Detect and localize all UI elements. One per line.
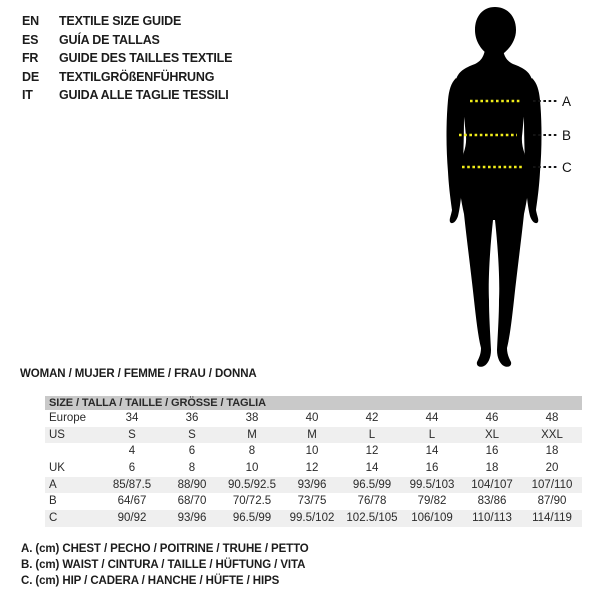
language-code: ES <box>22 32 39 47</box>
size-cell: 88/90 <box>177 478 207 491</box>
marker-label-hip: C <box>562 160 572 175</box>
group-title-woman: WOMAN / MUJER / FEMME / FRAU / DONNA <box>20 368 257 380</box>
size-cell: 46 <box>485 412 499 424</box>
size-cell: 6 <box>188 445 196 458</box>
size-cell: 87/90 <box>537 495 567 508</box>
legend-item: A. (cm) CHEST / PECHO / POITRINE / TRUHE / PETTO <box>21 543 309 555</box>
marker-label-waist: B <box>562 128 572 143</box>
legend-item: C. (cm) HIP / CADERA / HANCHE / HÜFTE / HIPS <box>21 575 280 587</box>
size-cell: 38 <box>245 412 259 424</box>
size-cell: 99.5/102 <box>289 512 335 525</box>
size-cell: 90.5/92.5 <box>228 478 276 491</box>
size-table-body <box>45 410 582 527</box>
size-cell: 36 <box>185 412 199 424</box>
size-cell: 16 <box>425 462 439 475</box>
size-cell: M <box>307 428 317 441</box>
size-cell: 40 <box>305 412 319 424</box>
row-label <box>45 443 102 460</box>
size-cell: 8 <box>188 462 196 475</box>
size-cell: 6 <box>128 462 136 475</box>
size-cell: L <box>428 428 436 441</box>
size-cell: 93/96 <box>177 512 207 525</box>
size-cell: 14 <box>365 462 379 475</box>
language-title: GUIDE DES TAILLES TEXTILE <box>59 51 233 65</box>
size-cell: 16 <box>485 445 499 458</box>
size-cell: 110/113 <box>472 512 512 525</box>
size-cell: 4 <box>128 445 136 458</box>
size-cell: 42 <box>365 412 379 424</box>
row-label: UK <box>49 462 65 475</box>
table-row <box>45 493 582 510</box>
language-title: GUIDA ALLE TAGLIE TESSILI <box>59 88 229 102</box>
table-row <box>45 443 582 460</box>
size-cell: 44 <box>425 412 439 424</box>
size-cell: 106/109 <box>411 512 453 525</box>
language-code: DE <box>22 69 39 84</box>
size-cell: 90/92 <box>117 512 147 525</box>
size-cell: 107/110 <box>531 478 573 491</box>
size-cell: 79/82 <box>417 495 447 508</box>
silhouette-left-arm <box>447 78 465 223</box>
language-title: GUÍA DE TALLAS <box>59 32 160 47</box>
size-table <box>45 396 582 527</box>
measurement-legend <box>21 541 309 589</box>
size-cell: 102.5/105 <box>346 512 398 525</box>
row-label: Europe <box>49 412 87 424</box>
size-cell: S <box>128 428 136 441</box>
language-title: TEXTILGRÖßENFÜHRUNG <box>59 69 215 84</box>
size-cell: 99.5/103 <box>409 478 455 491</box>
table-row <box>45 410 582 427</box>
size-cell: 114/119 <box>532 512 572 525</box>
size-table-header: SIZE / TALLA / TAILLE / GRÖSSE / TAGLIA <box>45 396 582 410</box>
size-cell: M <box>247 428 257 441</box>
size-cell: 64/67 <box>117 495 147 508</box>
silhouette-right-arm <box>524 78 542 223</box>
size-cell: XL <box>484 428 500 441</box>
table-row <box>45 477 582 494</box>
size-cell: XXL <box>541 428 563 441</box>
table-row <box>45 427 582 444</box>
size-cell: 20 <box>545 462 559 475</box>
size-cell: 14 <box>425 445 439 458</box>
size-cell: 48 <box>545 412 559 424</box>
size-cell: L <box>368 428 376 441</box>
size-cell: 10 <box>245 462 259 475</box>
size-cell: 93/96 <box>297 478 327 491</box>
size-cell: 18 <box>485 462 499 475</box>
size-cell: 34 <box>125 412 139 424</box>
row-label: C <box>49 512 58 525</box>
row-label: A <box>49 478 57 491</box>
size-cell: S <box>188 428 196 441</box>
size-cell: 10 <box>305 445 319 458</box>
size-cell: 8 <box>248 445 256 458</box>
size-cell: 73/75 <box>297 495 327 508</box>
marker-label-chest: A <box>562 94 572 109</box>
size-cell: 12 <box>305 462 319 475</box>
size-cell: 96.5/99 <box>232 512 272 525</box>
size-cell: 83/86 <box>477 495 507 508</box>
size-cell: 70/72.5 <box>232 495 272 508</box>
language-code: EN <box>22 14 39 28</box>
language-title: TEXTILE SIZE GUIDE <box>59 14 182 28</box>
size-cell: 85/87.5 <box>112 478 152 491</box>
table-row <box>45 510 582 527</box>
size-cell: 76/78 <box>357 495 387 508</box>
size-cell: 104/107 <box>471 478 513 491</box>
size-cell: 12 <box>365 445 379 458</box>
row-label: B <box>49 495 57 508</box>
row-label: US <box>49 428 65 441</box>
language-code: IT <box>22 88 33 102</box>
table-row <box>45 460 582 477</box>
language-code: FR <box>22 51 39 65</box>
size-cell: 18 <box>545 445 559 458</box>
size-cell: 96.5/99 <box>352 478 392 491</box>
size-cell: 68/70 <box>177 495 207 508</box>
legend-item: B. (cm) WAIST / CINTURA / TAILLE / HÜFTUNG / VITA <box>21 559 306 571</box>
silhouette-body <box>456 42 532 367</box>
